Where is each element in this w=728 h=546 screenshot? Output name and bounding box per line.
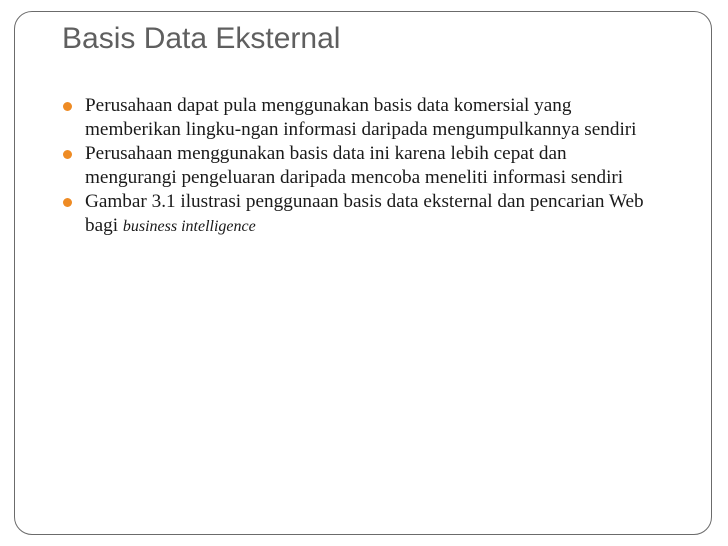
bullet-item [62,142,652,190]
bullet-text: Perusahaan dapat pula menggunakan basis data komersial yang memberikan lingku-ngan informasi daripada mengumpulkannya sendiri [85,95,637,140]
slide-frame [14,11,712,535]
bullet-text: Gambar 3.1 ilustrasi penggunaan basis data eksternal dan pencarian Web bagi [85,191,644,236]
bullet-item [62,190,652,239]
slide-title: Basis Data Eksternal [62,22,341,55]
bullet-dot-icon [63,198,72,207]
bullet-dot-icon [63,102,72,111]
bullet-item [62,94,652,142]
bullet-list [62,94,652,239]
bullet-emphasis: business intelligence [122,218,256,235]
bullet-text: Perusahaan menggunakan basis data ini karena lebih cepat dan mengurangi pengeluaran daripada mencoba meneliti informasi sendiri [85,143,624,188]
bullet-dot-icon [63,150,72,159]
